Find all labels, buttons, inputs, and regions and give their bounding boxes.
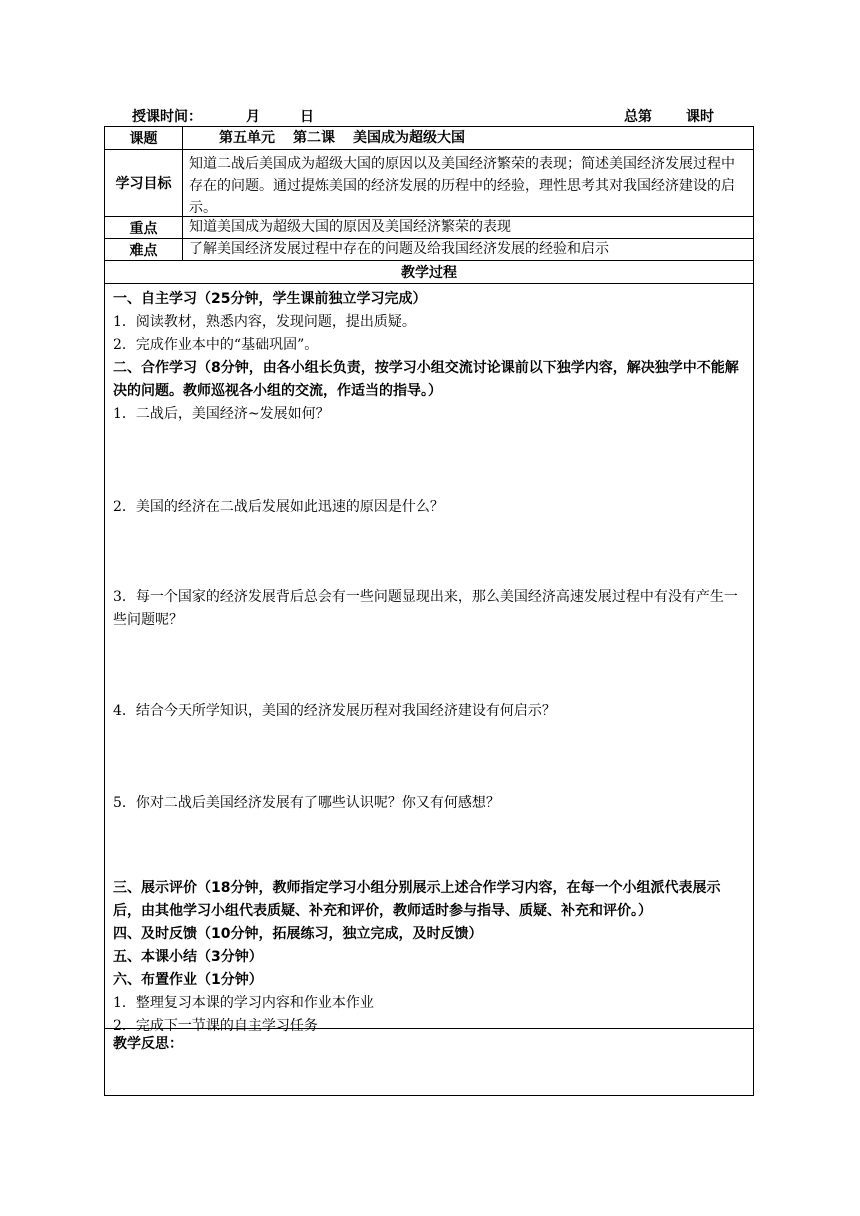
- key-text: 知道美国成为超级大国的原因及美国经济繁荣的表现: [189, 219, 511, 235]
- question-2: 2．美国的经济在二战后发展如此迅速的原因是什么？: [113, 499, 444, 515]
- question-5: 5．你对二战后美国经济发展有了哪些认识呢？你又有何感想？: [113, 795, 500, 811]
- lesson-header: [104, 106, 754, 126]
- day-label: 日: [300, 109, 314, 125]
- cooperative-title: 二、合作学习（8分钟，由各小组长负责，按学习小组交流讨论课前以下独学内容，解决独学中不能解决的问题。教师巡视各小组的交流，作适当的指导。）: [113, 360, 739, 399]
- question-3: 3．每一个国家的经济发展背后总会有一些问题显现出来，那么美国经济高速发展过程中有没有产生一些问题呢？: [113, 589, 738, 628]
- lesson-plan-table: [104, 126, 754, 1096]
- question-4: 4．结合今天所学知识，美国的经济发展历程对我国经济建设有何启示？: [113, 703, 556, 719]
- question-1: 1．二战后，美国经济~发展如何？: [113, 406, 330, 422]
- key-label: 重点: [105, 217, 183, 238]
- difficult-label: 难点: [105, 239, 183, 260]
- goal-label: 学习目标: [105, 150, 183, 216]
- summary-title: 五、本课小结（3分钟）: [113, 949, 263, 965]
- reflection-row: [105, 1029, 753, 1095]
- key-row: [105, 217, 753, 239]
- topic-label: 课题: [105, 127, 183, 149]
- goal-row: [105, 150, 753, 217]
- period-label: 课时: [686, 109, 714, 125]
- lesson-number: 第二课: [293, 129, 335, 146]
- total-label: 总第: [624, 109, 652, 125]
- topic-row: [105, 127, 753, 150]
- topic-text: 美国成为超级大国: [353, 129, 465, 146]
- self-study-title: 一、自主学习（25分钟，学生课前独立学习完成）: [113, 291, 427, 307]
- presentation-title: 三、展示评价（18分钟，教师指定学习小组分别展示上述合作学习内容，在每一个小组派代表展示后，由其他学习小组代表质疑、补充和评价，教师适时参与指导、质疑、补充和评价。）: [113, 880, 721, 919]
- process-title: 教学过程: [105, 261, 753, 284]
- month-label: 月: [246, 109, 260, 125]
- homework-item: 1．整理复习本课的学习内容和作业本作业: [113, 995, 374, 1011]
- time-label: 授课时间：: [132, 109, 202, 125]
- topic-value: [183, 127, 753, 149]
- process-body: [105, 284, 753, 1034]
- reflection-label: 教学反思：: [113, 1036, 183, 1052]
- feedback-title: 四、及时反馈（10分钟，拓展练习，独立完成，及时反馈）: [113, 926, 483, 942]
- homework-item: 2．完成下一节课的自主学习任务: [113, 1018, 318, 1034]
- self-study-item: 1．阅读教材，熟悉内容，发现问题，提出质疑。: [113, 314, 416, 330]
- unit-text: 第五单元: [219, 129, 275, 146]
- homework-title: 六、布置作业（1分钟）: [113, 972, 263, 988]
- difficult-row: [105, 239, 753, 261]
- self-study-item: 2．完成作业本中的“基础巩固”。: [113, 337, 319, 353]
- goal-text: 知道二战后美国成为超级大国的原因以及美国经济繁荣的表现；简述美国经济发展过程中存在的问题。通过提炼美国的经济发展的历程中的经验，理性思考其对我国经济建设的启示。: [189, 156, 735, 216]
- difficult-text: 了解美国经济发展过程中存在的问题及给我国经济发展的经验和启示: [189, 241, 609, 257]
